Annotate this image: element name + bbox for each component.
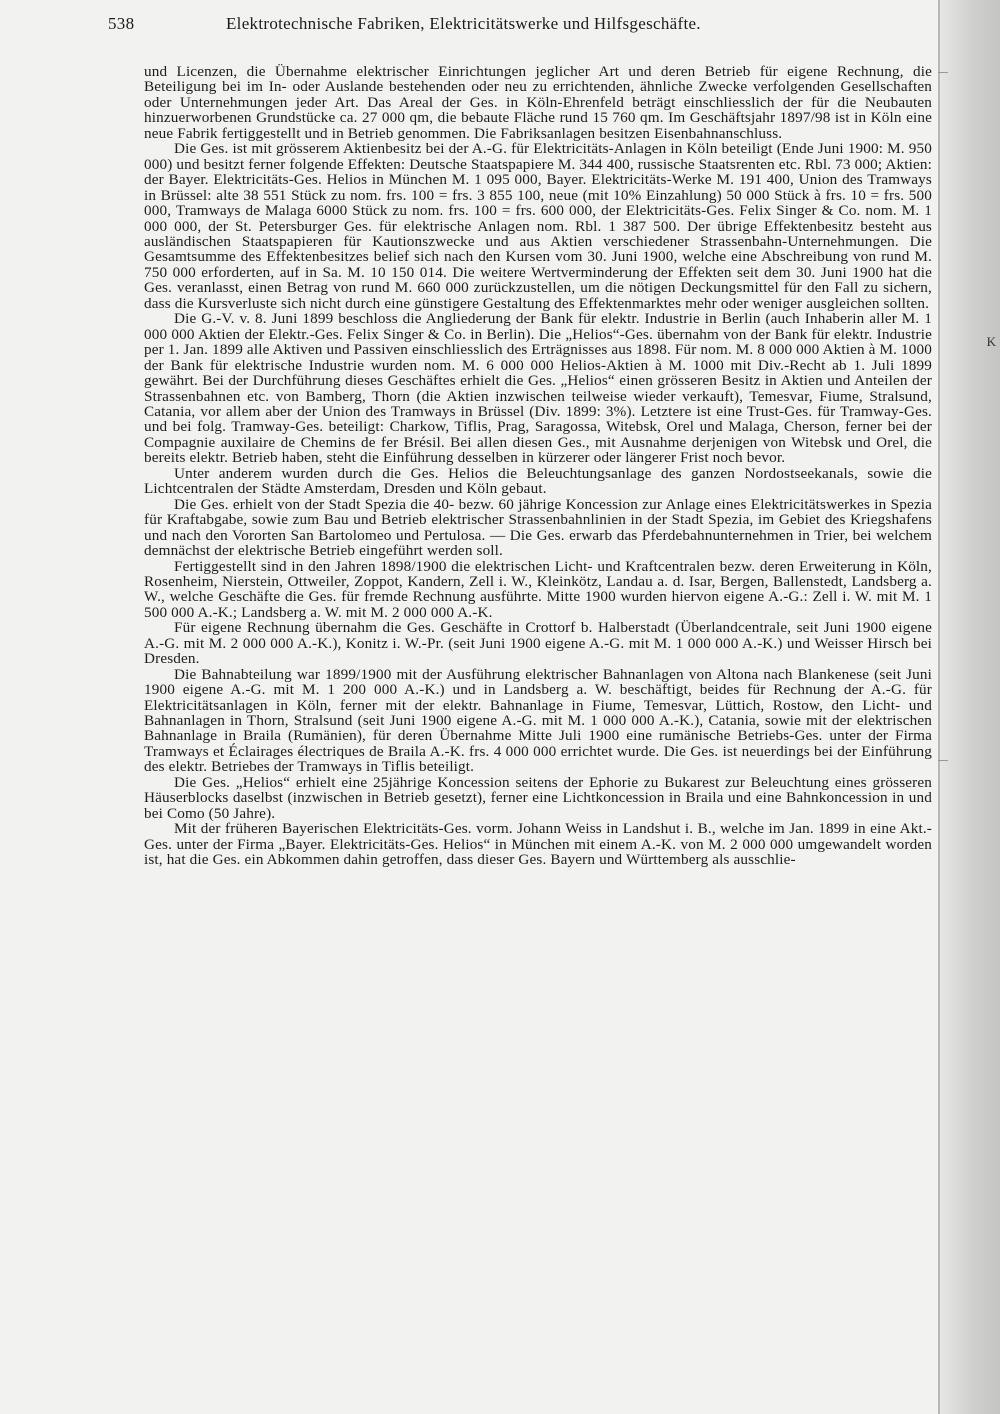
paragraph-10: Mit der früheren Bayerischen Elektricitäts-Ges. vorm. Johann Weiss in Landshut i. B., welche im Jan. 1899 in eine Akt.-Ges. unter der Firma „Bayer. Elektricitäts-Ges. Helios“ in München mit einem A.-K. von M. 2 000 000 umgewandelt worden ist, hat die Ges. ein Abkommen dahin getroffen, dass dieser Ges. Bayern und Württemberg als ausschlie- — [144, 820, 932, 869]
binding-edge — [938, 0, 1000, 1414]
margin-note: K — [986, 334, 996, 349]
binding-fold — [938, 0, 940, 1414]
paragraph-4: Unter anderem wurden durch die Ges. Helios die Beleuchtungsanlage des ganzen Nordostseekanals, sowie die Lichtcentralen der Städte Amsterdam, Dresden und Köln gebaut. — [144, 464, 932, 498]
margin-dash — [938, 72, 948, 73]
paragraph-8: Die Bahnabteilung war 1899/1900 mit der Ausführung elektrischer Bahnanlagen von Altona nach Blankenese (seit Juni 1900 eigene A.-G. mit M. 1 200 000 A.-K.) und in Landsberg a. W. beschäftigt, beides für Rechnung der A.-G. für Elektricitätsanlagen in Köln, ferner mit der elektr. Bahnanlage in Fiume, Temesvar, Lüttich, Rostow, den Licht- und Bahnanlagen in Thorn, Stralsund (seit Juni 1900 eigene A.-G. mit M. 1 000 000 A.-K.), Catania, sowie mit der elektrischen Bahnanlage in Braila (Rumänien), für deren Übernahme Mitte Juli 1900 eine rumänische Betriebs-Ges. unter der Firma Tramways et Éclairages électriques de Braila A.-K. frs. 4 000 000 errichtet wurde. Die Ges. ist neuerdings bei der Einführung des elektr. Betriebes der Tramways in Tiflis beteiligt. — [144, 665, 932, 776]
margin-dash — [938, 760, 948, 761]
paragraph-5: Die Ges. erhielt von der Stadt Spezia die 40- bezw. 60 jährige Koncession zur Anlage eines Elektricitätswerkes in Spezia für Kraftabgabe, sowie zum Bau und Betrieb elektrischer Strassenbahnlinien in der Stadt Spezia, im Gebiet des Kriegshafens und nach den Vororten San Bartolomeo und Pertulosa. — Die Ges. erwarb das Pferdebahnunternehmen in Trier, bei welchem demnächst der elektrische Betrieb eingeführt werden soll. — [144, 495, 932, 560]
paragraph-2: Die Ges. ist mit grösserem Aktienbesitz bei der A.-G. für Elektricitäts-Anlagen in Köln beteiligt (Ende Juni 1900: M. 950 000) und besitzt ferner folgende Effekten: Deutsche Staatspapiere M. 344 400, russische Staatsrenten etc. Rbl. 73 000; Aktien: der Bayer. Elektricitäts-Ges. Helios in München M. 1 095 000, Bayer. Elektricitäts-Werke M. 191 400, Union des Tramways in Brüssel: alte 38 551 Stück zu nom. frs. 100 = frs. 3 855 100, neue (mit 10% Einzahlung) 50 000 Stück à frs. 10 = frs. 500 000, Tramways de Malaga 6000 Stück zu nom. frs. 100 = frs. 600 000, der Elektricitäts-Ges. Felix Singer & Co. nom. M. 1 000 000, der St. Petersburger Ges. für elektrische Anlagen nom. Rbl. 1 387 500. Der übrige Effektenbesitz besteht aus ausländischen Staatspapieren für Kautionszwecke und aus Aktien verschiedener Strassenbahn-Unternehmungen. Die Gesamtsumme des Effektenbesitzes belief sich nach den Kursen vom 30. Juni 1900, welche eine Abschreibung von rund M. 750 000 erforderten, auf in Sa. M. 10 150 014. Die weitere Wertverminderung der Effekten seit dem 30. Juni 1900 hat die Ges. veranlasst, einen Betrag von rund M. 660 000 zurückzustellen, um die nötigen Deckungsmittel für den Fall zu sichern, dass die Kursverluste sich nicht durch eine günstigere Gestaltung des Effektenmarktes mehr oder weniger ausgleichen sollten. — [144, 140, 932, 312]
page-number: 538 — [108, 14, 135, 33]
running-title: Elektrotechnische Fabriken, Elektricitätswerke und Hilfsgeschäfte. — [226, 14, 701, 33]
paragraph-3: Die G.-V. v. 8. Juni 1899 beschloss die Angliederung der Bank für elektr. Industrie in Berlin (auch Inhaberin aller M. 1 000 000 Aktien der Elektr.-Ges. Felix Singer & Co. in Berlin). Die „Helios“-Ges. übernahm von der Bank für elektr. Industrie per 1. Jan. 1899 alle Aktiven und Passiven einschliesslich des Erträgnisses aus 1898. Für nom. M. 8 000 000 Aktien à M. 1000 der Bank für elektrische Industrie wurden nom. M. 6 000 000 Helios-Aktien à M. 1000 mit Div.-Recht ab 1. Juli 1899 gewährt. Bei der Durchführung dieses Geschäftes erhielt die Ges. „Helios“ einen grösseren Besitz in Aktien und Anteilen der Strassenbahnen etc. von Bamberg, Thorn (die Aktien inzwischen teilweise wieder verkauft), Temesvar, Fiume, Stralsund, Catania, vor allem aber der Union des Tramways in Brüssel (Div. 1899: 3%). Letztere ist eine Trust-Ges. für Tramway-Ges. und bei folg. Tramway-Ges. beteiligt: Charkow, Tiflis, Prag, Saragossa, Witebsk, Orel und Malaga, Cherson, ferner bei der Compagnie auxilaire de Chemins de fer Brésil. Bei allen diesen Ges., mit Ausnahme derjenigen von Witebsk und Orel, die bereits elektr. Betrieb haben, steht die Einführung desselben in kürzerer oder längerer Frist noch bevor. — [144, 310, 933, 467]
running-header — [108, 14, 928, 34]
paragraph-7: Für eigene Rechnung übernahm die Ges. Geschäfte in Crottorf b. Halberstadt (Überlandcentrale, seit Juni 1900 eigene A.-G. mit M. 2 000 000 A.-K.), Konitz i. W.-Pr. (seit Juni 1900 eigene A.-G. mit M. 1 000 000 A.-K.) und Weisser Hirsch bei Dresden. — [144, 619, 932, 668]
paragraph-1: und Licenzen, die Übernahme elektrischer Einrichtungen jeglicher Art und deren Betrieb für eigene Rechnung, die Beteiligung bei im In- oder Auslande bestehenden oder neu zu errichtenden, ähnliche Zwecke verfolgenden Gesellschaften oder Unternehmungen jeder Art. Das Areal der Ges. in Köln-Ehrenfeld beträgt einschliesslich der für die Neubauten hinzuerworbenen Grundstücke ca. 27 000 qm, die bebaute Fläche rund 15 760 qm. Im Geschäftsjahr 1897/98 ist in Köln eine neue Fabrik fertiggestellt und in Betrieb genommen. Die Fabriksanlagen besitzen Eisenbahnanschluss. — [144, 63, 932, 142]
body-text — [144, 64, 932, 868]
paragraph-9: Die Ges. „Helios“ erhielt eine 25jährige Koncession seitens der Ephorie zu Bukarest zur Beleuchtung eines grösseren Häuserblocks daselbst (inzwischen in Betrieb gesetzt), ferner eine Lichtkoncession in Braila und eine Bahnkoncession in und bei Como (50 Jahre). — [144, 773, 932, 822]
paragraph-6: Fertiggestellt sind in den Jahren 1898/1900 die elektrischen Licht- und Kraftcentralen bezw. deren Erweiterung in Köln, Rosenheim, Nierstein, Ottweiler, Zoppot, Kandern, Zell i. W., Kleinkötz, Landau a. d. Isar, Bergen, Ballenstedt, Landsberg a. W., welche Geschäfte die Ges. für fremde Rechnung ausführte. Mitte 1900 wurden hiervon eigene A.-G.: Zell i. W. mit M. 1 500 000 A.-K.; Landsberg a. W. mit M. 2 000 000 A.-K. — [144, 557, 932, 621]
